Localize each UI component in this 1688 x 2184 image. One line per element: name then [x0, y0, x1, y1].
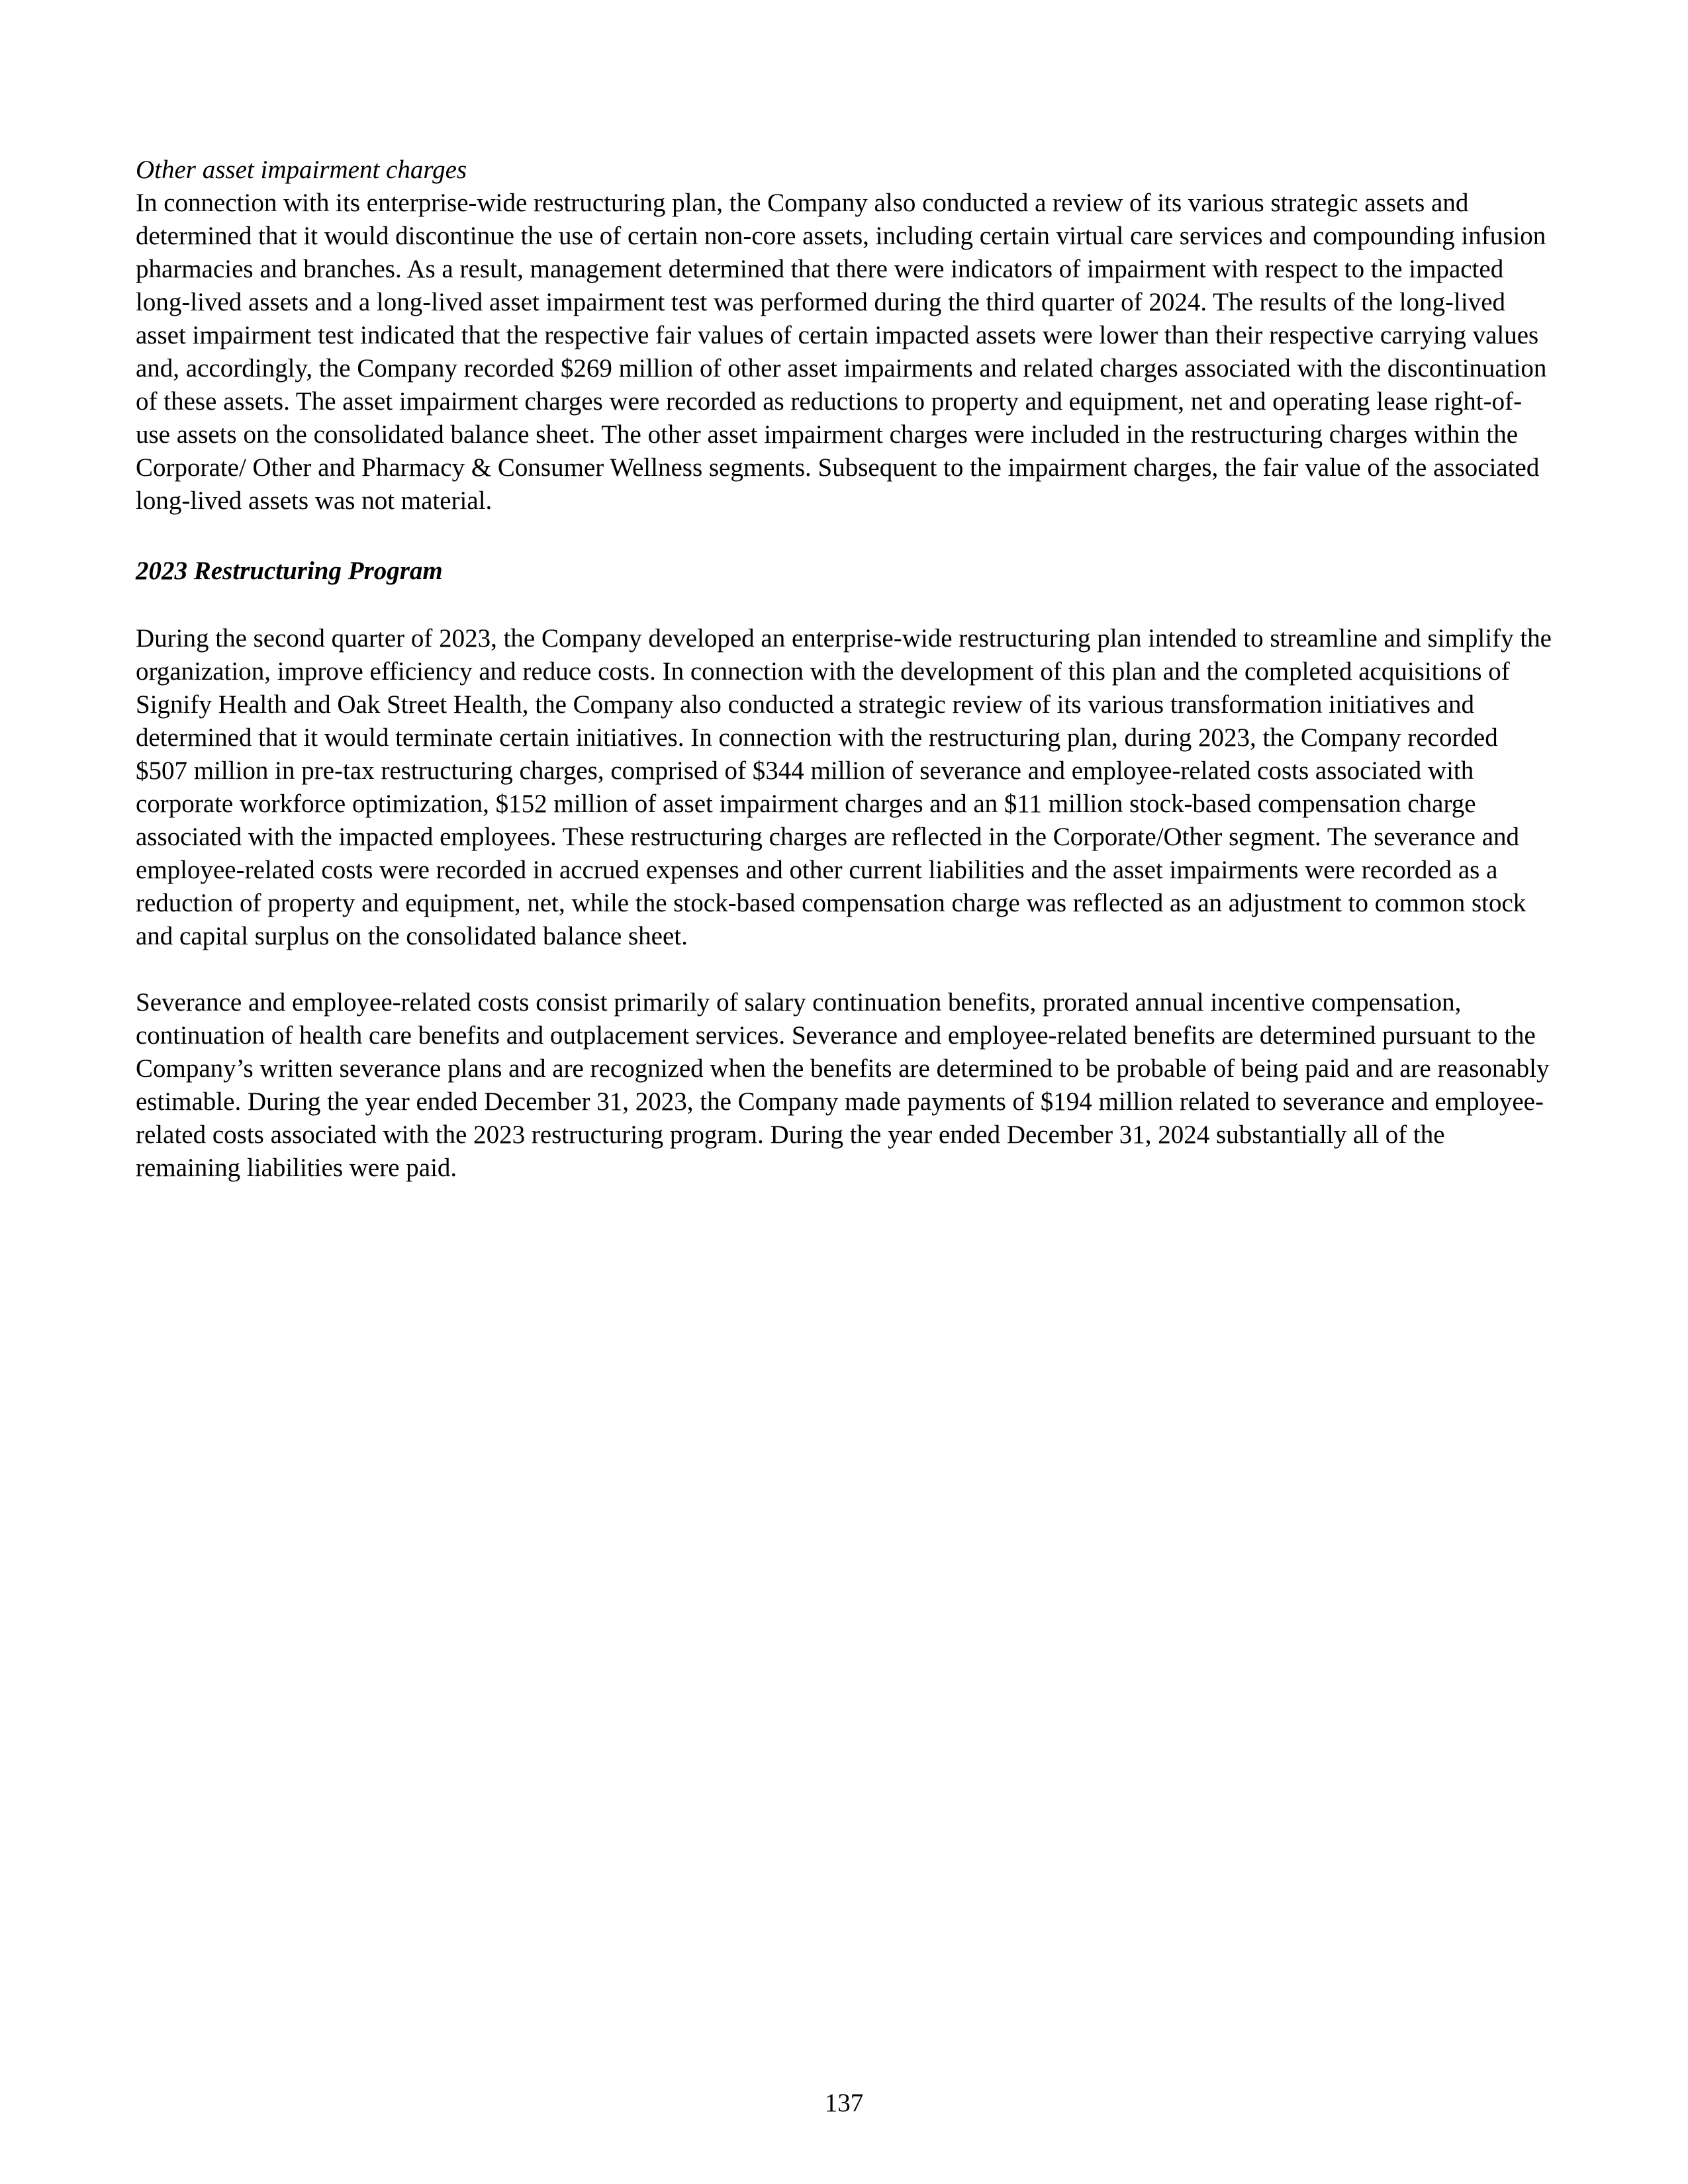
other-asset-impairment-heading: Other asset impairment charges: [136, 156, 467, 184]
restructuring-2023-paragraph-1: During the second quarter of 2023, the Company developed an enterprise-wide restructuring plan intended to streamline and simplify the organization, improve efficiency and reduce costs. In connection with the development of this plan and the completed acquisitions of Signify Health and Oak Street Health, the Company also conducted a strategic review of its various transformation initiatives and determined that it would terminate certain initiatives. In connection with the restructuring plan, during 2023, the Company recorded $507 million in pre-tax restructuring charges, comprised of $344 million of severance and employee-related costs associated with corporate workforce optimization, $152 million of asset impairment charges and an $11 million stock-based compensation charge associated with the impacted employees. These restructuring charges are reflected in the Corporate/Other segment. The severance and employee-related costs were recorded in accrued expenses and other current liabilities and the asset impairments were recorded as a reduction of property and equipment, net, while the stock-based compensation charge was reflected as an adjustment to common stock and capital surplus on the consolidated balance sheet.: [136, 624, 1552, 950]
page-number: 137: [824, 2089, 864, 2117]
restructuring-2023-paragraph-2: Severance and employee-related costs consist primarily of salary continuation benefits, prorated annual incentive compensation, continuation of health care benefits and outplacement services. Severance and employee-related benefits are determined pursuant to the Company’s written severance plans and are recognized when the benefits are determined to be probable of being paid and are reasonably estimable. During the year ended December 31, 2023, the Company made payments of $194 million related to severance and employee-related costs associated with the 2023 restructuring program. During the year ended December 31, 2024 substantially all of the remaining liabilities were paid.: [136, 988, 1550, 1182]
restructuring-2023-heading: 2023 Restructuring Program: [136, 557, 443, 585]
other-asset-impairment-paragraph: In connection with its enterprise-wide restructuring plan, the Company also conducted a review of its various strategic assets and determined that it would discontinue the use of certain non-core assets, including certain virtual care services and compounding infusion pharmacies and branches. As a result, management determined that there were indicators of impairment with respect to the impacted long-lived assets and a long-lived asset impairment test was performed during the third quarter of 2024. The results of the long-lived asset impairment test indicated that the respective fair values of certain impacted assets were lower than their respective carrying values and, accordingly, the Company recorded $269 million of other asset impairments and related charges associated with the discontinuation of these assets. The asset impairment charges were recorded as reductions to property and equipment, net and operating lease right-of-use assets on the consolidated balance sheet. The other asset impairment charges were included in the restructuring charges within the Corporate/ Other and Pharmacy & Consumer Wellness segments. Subsequent to the impairment charges, the fair value of the associated long-lived assets was not material.: [136, 189, 1547, 515]
document-body: [136, 154, 1556, 1185]
